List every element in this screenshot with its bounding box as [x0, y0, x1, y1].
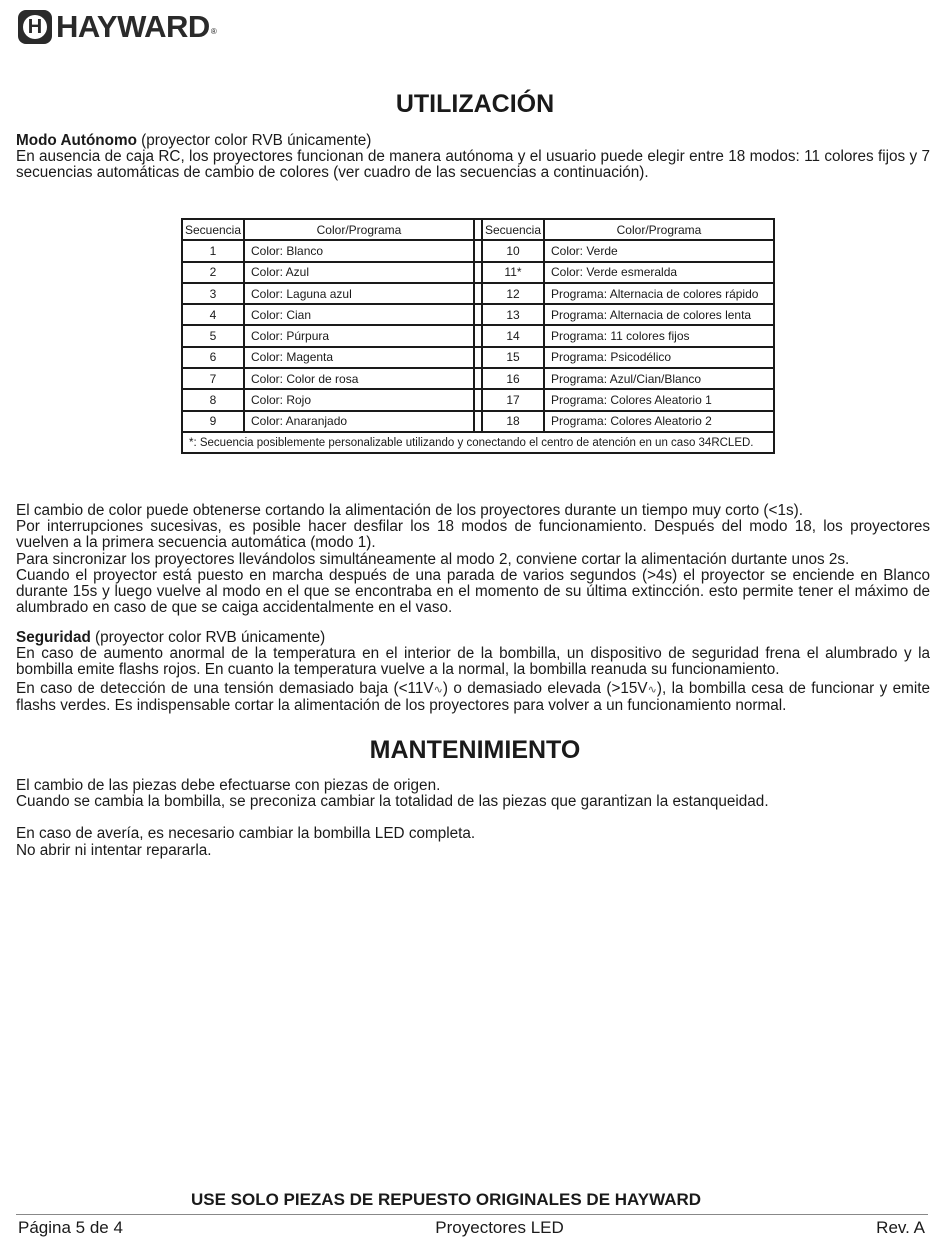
table-cell: 3: [182, 283, 244, 304]
table-gap-cell: [474, 347, 482, 368]
table-header-row: [182, 219, 774, 240]
table-cell: Programa: Psicodélico: [544, 347, 774, 368]
table-gap-cell: [474, 240, 482, 261]
color-change-block: [16, 503, 930, 616]
intro-title-suffix: (proyector color RVB únicamente): [136, 132, 372, 149]
ac-wave-icon: ∿: [647, 683, 657, 696]
table-row: [182, 240, 774, 261]
hayward-h-icon: H: [18, 10, 52, 44]
table-cell: 14: [482, 325, 544, 346]
body-paragraph: Para sincronizar los proyectores llevándolos simultáneamente al modo 2, conviene cortar la alimentación durtante unos 2s.: [16, 550, 850, 568]
table-cell: 10: [482, 240, 544, 261]
table-gap-cell: [474, 283, 482, 304]
table-cell: Programa: Alternacia de colores rápido: [544, 283, 774, 304]
table-header-cell: Color/Programa: [244, 219, 474, 240]
table-cell: 16: [482, 368, 544, 389]
security-title: Seguridad: [16, 629, 91, 646]
table-header-cell: Color/Programa: [544, 219, 774, 240]
maintenance-line: No abrir ni intentar repararla.: [16, 841, 212, 859]
table-cell: Color: Verde esmeralda: [544, 262, 774, 283]
table-row: [182, 389, 774, 410]
footer-title: USE SOLO PIEZAS DE REPUESTO ORIGINALES DE HAYWARD: [190, 1190, 702, 1209]
table-cell: 6: [182, 347, 244, 368]
table-header-cell: Secuencia: [182, 219, 244, 240]
security-title-line: [16, 630, 930, 646]
table-row: [182, 304, 774, 325]
security-block: [16, 630, 930, 714]
table-cell: Color: Blanco: [244, 240, 474, 261]
table-cell: Color: Azul: [244, 262, 474, 283]
intro-title-line: [16, 133, 930, 149]
table-cell: Programa: Alternacia de colores lenta: [544, 304, 774, 325]
table-row: [182, 368, 774, 389]
page-number: Página 5 de 4: [18, 1218, 123, 1237]
table-cell: Programa: 11 colores fijos: [544, 325, 774, 346]
table-row: [182, 262, 774, 283]
table-cell: 5: [182, 325, 244, 346]
intro-text: En ausencia de caja RC, los proyectores funcionan de manera autónoma y el usuario puede elegir entre 18 modos: 11 colores fijos y 7 secuencias automáticas de cambio de colores (ver cuadro de las secuencias a continuación).: [16, 148, 930, 182]
product-name: Proyectores LED: [435, 1218, 564, 1237]
revision: Rev. A: [876, 1218, 925, 1237]
section-heading-utilizacion: UTILIZACIÓN: [395, 90, 555, 118]
table-cell: Color: Magenta: [244, 347, 474, 368]
table-cell: 2: [182, 262, 244, 283]
table-cell: Programa: Colores Aleatorio 2: [544, 411, 774, 432]
hayward-logo: [18, 9, 217, 45]
table-cell: Color: Color de rosa: [244, 368, 474, 389]
table-cell: 17: [482, 389, 544, 410]
maintenance-block: [16, 778, 930, 859]
table-cell: Programa: Azul/Cian/Blanco: [544, 368, 774, 389]
table-row: [182, 411, 774, 432]
section-heading-mantenimiento: MANTENIMIENTO: [369, 736, 581, 764]
table-cell: Color: Púrpura: [244, 325, 474, 346]
table-cell: 1: [182, 240, 244, 261]
footer-divider: [16, 1214, 928, 1215]
table-gap-cell: [474, 219, 482, 240]
table-cell: Color: Verde: [544, 240, 774, 261]
table-gap-cell: [474, 368, 482, 389]
table-cell: 12: [482, 283, 544, 304]
body-paragraph: El cambio de color puede obtenerse cortando la alimentación de los proyectores durante un tiempo muy corto (<1s).: [16, 502, 803, 519]
table-cell: 18: [482, 411, 544, 432]
table-cell: Color: Cian: [244, 304, 474, 325]
security-paragraph-voltage: En caso de detección de una tensión demasiado baja (<11V∿) o demasiado elevada (>15V∿), la bombilla cesa de funcionar y emite flashs verdes. Es indispensable cortar la alimentación de los proyectores para volver a un funcionamiento normal.: [16, 679, 931, 714]
table-cell: 7: [182, 368, 244, 389]
body-paragraph: Por interrupciones sucesivas, es posible hacer desfilar los 18 modos de funcionamiento. Después del modo 18, los proyectores vuelven a la primera secuencia automática (modo 1).: [16, 518, 930, 552]
sequence-table: [181, 218, 775, 454]
table-cell: Color: Laguna azul: [244, 283, 474, 304]
table-cell: 11*: [482, 262, 544, 283]
body-paragraph: Cuando el proyector está puesto en marcha después de una parada de varios segundos (>4s) el proyector se enciende en Blanco durante 15s y luego vuelve al modo en el que se encontraba en el momento de su última extincción. esto permite tener el máximo de alumbrado en caso de que se caiga accidentalmente en el vaso.: [16, 566, 930, 617]
table-cell: 4: [182, 304, 244, 325]
table-cell: Color: Anaranjado: [244, 411, 474, 432]
intro-title: Modo Autónomo: [16, 132, 137, 149]
table-gap-cell: [474, 389, 482, 410]
table-footnote: *: Secuencia posiblemente personalizable utilizando y conectando el centro de atención en un caso 34RCLED.: [182, 432, 774, 453]
table-cell: 13: [482, 304, 544, 325]
security-paragraph: En caso de aumento anormal de la temperatura en el interior de la bombilla, un dispositivo de seguridad frena el alumbrado y la bombilla emite flashs rojos. En cuanto la temperatura vuelve a la normal, la bombilla reanuda su funcionamiento.: [16, 645, 930, 679]
maintenance-line: Cuando se cambia la bombilla, se preconiza cambiar la totalidad de las piezas que garantizan la estanqueidad.: [16, 793, 769, 811]
table-gap-cell: [474, 411, 482, 432]
table-cell: 9: [182, 411, 244, 432]
table-row: [182, 325, 774, 346]
table-cell: Programa: Colores Aleatorio 1: [544, 389, 774, 410]
registered-mark: ®: [210, 26, 217, 36]
brand-name: HAYWARD: [56, 9, 210, 44]
footer-row: [18, 1218, 925, 1238]
table-header-cell: Secuencia: [482, 219, 544, 240]
table-row: [182, 283, 774, 304]
table-row: [182, 347, 774, 368]
maintenance-line: El cambio de las piezas debe efectuarse con piezas de origen.: [16, 777, 441, 794]
ac-wave-icon: ∿: [433, 683, 443, 696]
intro-block: [16, 133, 930, 182]
table-gap-cell: [474, 325, 482, 346]
security-title-suffix: (proyector color RVB únicamente): [90, 629, 326, 646]
table-cell: 15: [482, 347, 544, 368]
maintenance-line: En caso de avería, es necesario cambiar la bombilla LED completa.: [16, 825, 476, 843]
table-gap-cell: [474, 262, 482, 283]
table-cell: Color: Rojo: [244, 389, 474, 410]
table-cell: 8: [182, 389, 244, 410]
table-note-row: [182, 432, 774, 453]
table-gap-cell: [474, 304, 482, 325]
